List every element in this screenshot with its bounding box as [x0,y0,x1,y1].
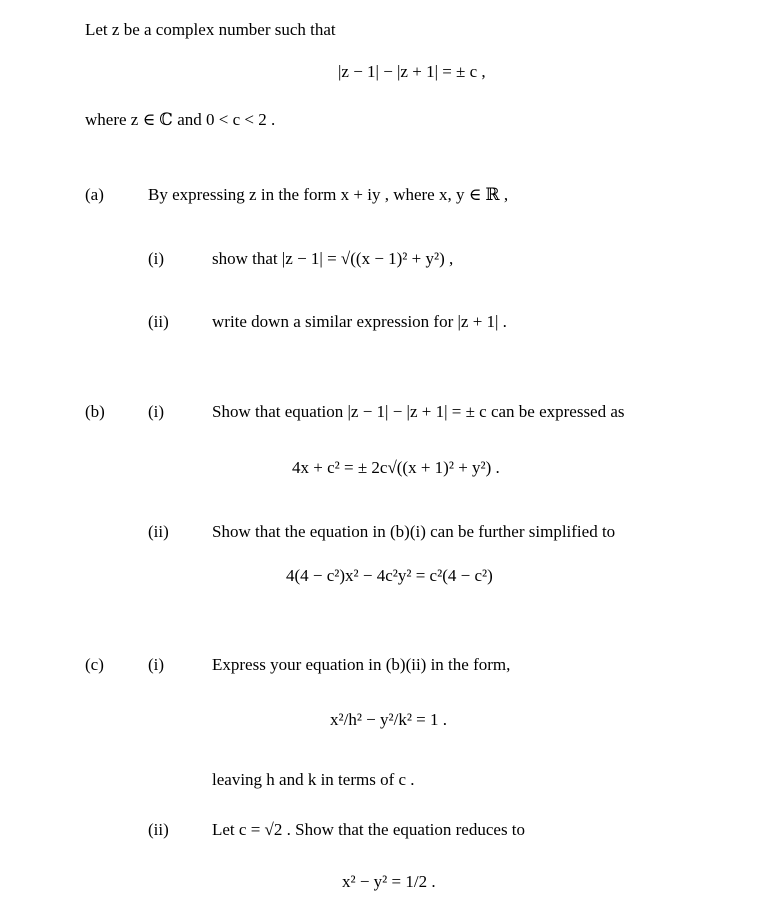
part-a-text: By expressing z in the form x + iy , where x, y ∈ ℝ , [148,185,509,204]
part-c-i-note: leaving h and k in terms of c . [212,770,415,789]
part-a-label: (a) [85,185,104,204]
intro-line-2: where z ∈ ℂ and 0 < c < 2 . [85,110,276,129]
part-a-i-text: show that |z − 1| = √((x − 1)² + y²) , [212,249,454,268]
part-c-i-equation: x²/h² − y²/k² = 1 . [330,710,448,729]
part-b-ii-equation: 4(4 − c²)x² − 4c²y² = c²(4 − c²) [286,566,493,585]
part-b-i-label: (i) [148,402,165,421]
part-a-ii-label: (ii) [148,312,169,331]
part-b-i-equation: 4x + c² = ± 2c√((x + 1)² + y²) . [292,458,500,477]
part-b-ii-text: Show that the equation in (b)(i) can be further simplified to [212,522,616,541]
intro-line-1: Let z be a complex number such that [85,20,336,39]
part-c-ii-equation: x² − y² = 1/2 . [342,872,436,891]
part-c-ii-text: Let c = √2 . Show that the equation reduces to [212,820,526,839]
part-c-ii-label: (ii) [148,820,169,839]
part-a-ii-text: write down a similar expression for |z + 1| . [212,312,507,331]
part-b-ii-label: (ii) [148,522,169,541]
part-c-i-label: (i) [148,655,165,674]
part-c-i-text: Express your equation in (b)(ii) in the form, [212,655,511,674]
part-c-label: (c) [85,655,104,674]
part-b-label: (b) [85,402,105,421]
part-a-i-label: (i) [148,249,165,268]
intro-equation: |z − 1| − |z + 1| = ± c , [338,62,486,81]
part-b-i-text: Show that equation |z − 1| − |z + 1| = ± c can be expressed as [212,402,625,421]
